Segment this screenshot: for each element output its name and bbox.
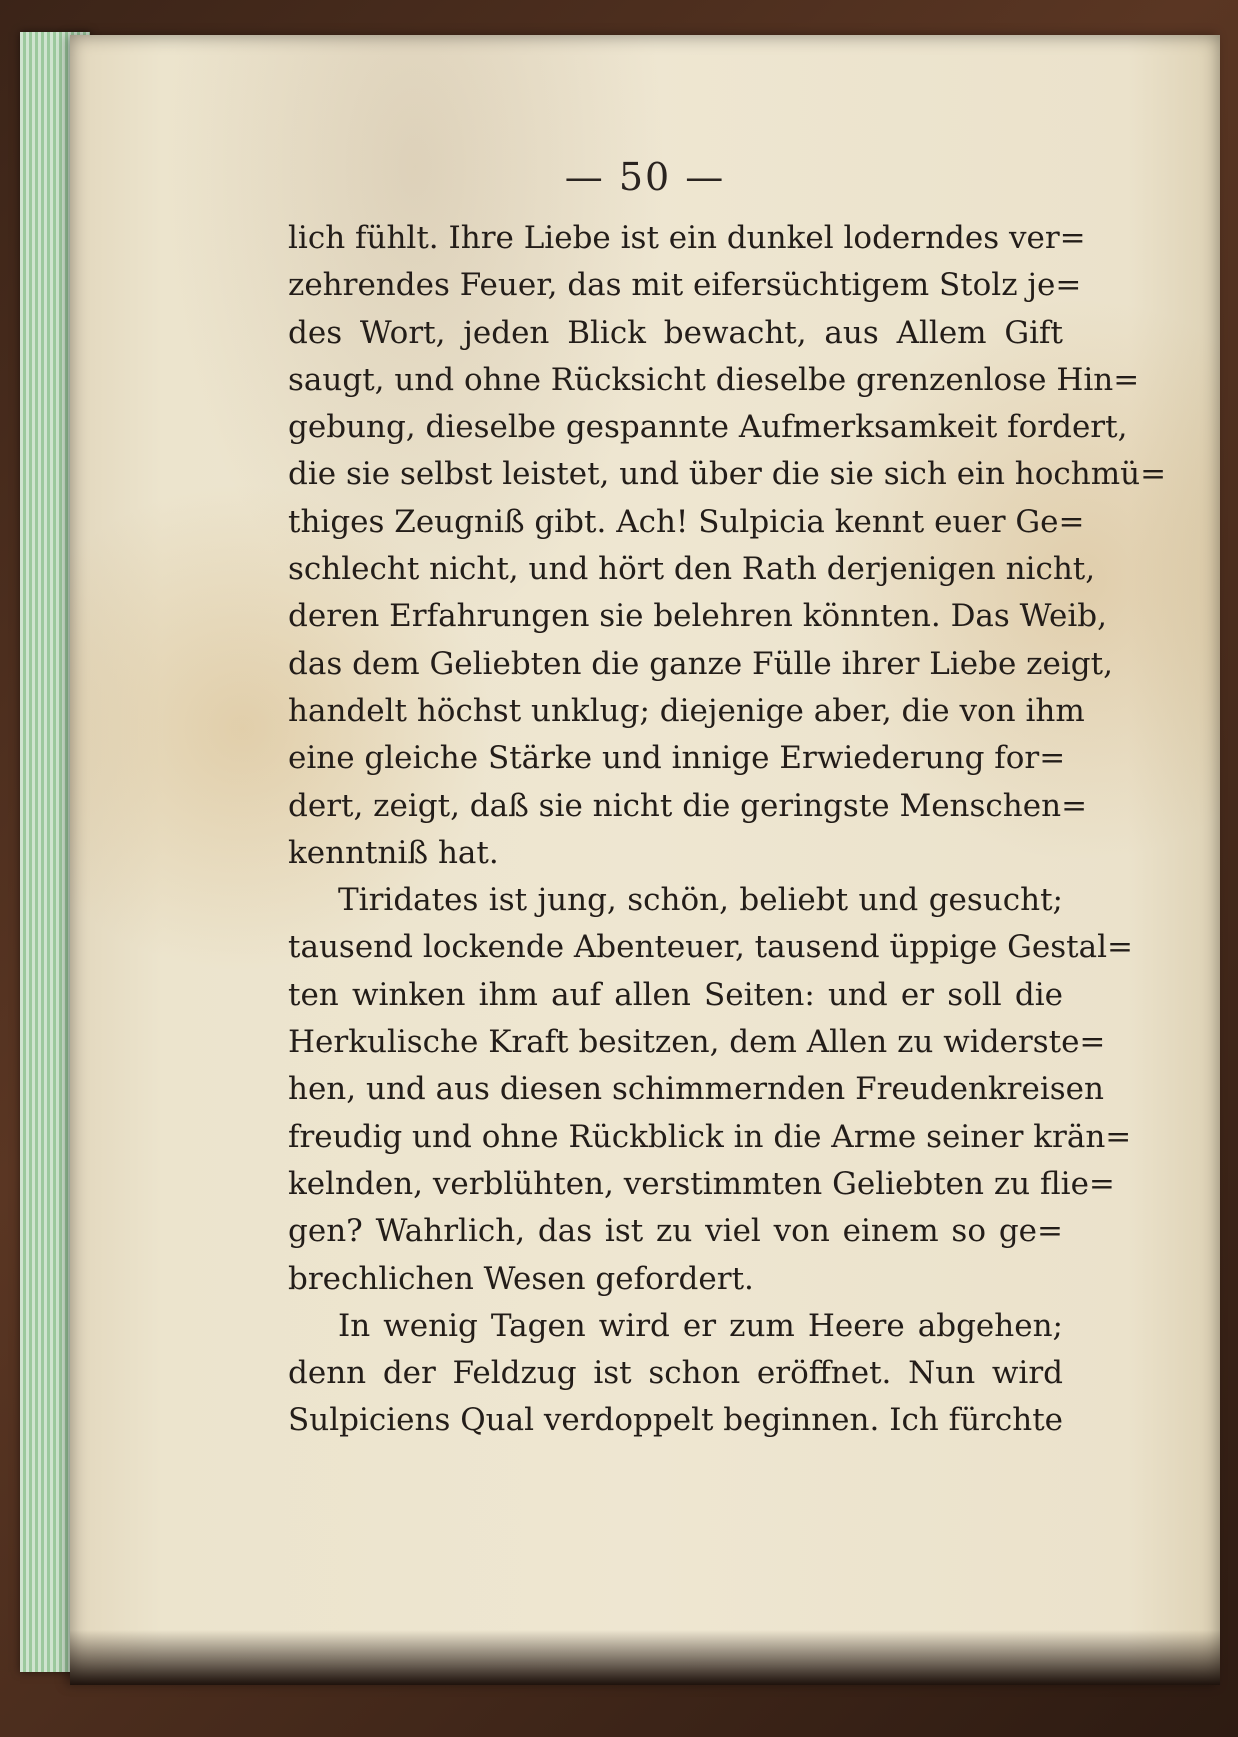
text-line: zehrendes Feuer, das mit eifersüchtigem Stolz je= xyxy=(288,267,1082,304)
body-text xyxy=(288,215,1167,1445)
text-line: thiges Zeugniß gibt. Ach! Sulpicia kennt euer Ge= xyxy=(288,503,1085,540)
text-line: dert, zeigt, daß sie nicht die geringste Menschen= xyxy=(288,787,1088,824)
text-line: kenntniß hat. xyxy=(288,834,499,871)
text-line: eine gleiche Stärke und innige Erwiederung for= xyxy=(288,740,1066,777)
text-line: handelt höchst unklug; diejenige aber, die von ihm xyxy=(288,692,1085,729)
text-line: Herkulische Kraft besitzen, dem Allen zu widerste= xyxy=(288,1024,1106,1061)
book-page xyxy=(70,35,1220,1685)
text-line: schlecht nicht, und hört den Rath derjenigen nicht, xyxy=(288,551,1096,588)
page-number-header: — 50 — xyxy=(564,155,726,199)
text-line: gen? Wahrlich, das ist zu viel von einem so ge= xyxy=(288,1213,1063,1250)
text-line: kelnden, verblühten, verstimmten Geliebten zu flie= xyxy=(288,1165,1115,1202)
text-line: deren Erfahrungen sie belehren könnten. Das Weib, xyxy=(288,598,1107,635)
text-line: brechlichen Wesen gefordert. xyxy=(288,1260,754,1297)
text-line: ten winken ihm auf allen Seiten: und er soll die xyxy=(288,976,1063,1013)
text-line: tausend lockende Abenteuer, tausend üppige Gestal= xyxy=(288,929,1133,966)
text-line: In wenig Tagen wird er zum Heere abgehen; xyxy=(338,1307,1063,1344)
page-bottom-shadow xyxy=(70,1630,1220,1685)
text-line: freudig und ohne Rückblick in die Arme seiner krän= xyxy=(288,1118,1132,1155)
text-line: die sie selbst leistet, und über die sie sich ein hochmü= xyxy=(288,456,1167,493)
text-line: Sulpiciens Qual verdoppelt beginnen. Ich fürchte xyxy=(288,1402,1064,1439)
text-line: hen, und aus diesen schimmernden Freudenkreisen xyxy=(288,1071,1104,1108)
text-line: saugt, und ohne Rücksicht dieselbe grenzenlose Hin= xyxy=(288,361,1140,398)
text-line: lich fühlt. Ihre Liebe ist ein dunkel loderndes ver= xyxy=(288,220,1086,256)
text-line: des Wort, jeden Blick bewacht, aus Allem Gift xyxy=(288,314,1063,351)
text-line: denn der Feldzug ist schon eröffnet. Nun wird xyxy=(288,1355,1063,1392)
text-line: Tiridates ist jung, schön, beliebt und gesucht; xyxy=(338,882,1063,919)
text-line: das dem Geliebten die ganze Fülle ihrer Liebe zeigt, xyxy=(288,645,1113,682)
text-line: gebung, dieselbe gespannte Aufmerksamkeit fordert, xyxy=(288,409,1128,446)
